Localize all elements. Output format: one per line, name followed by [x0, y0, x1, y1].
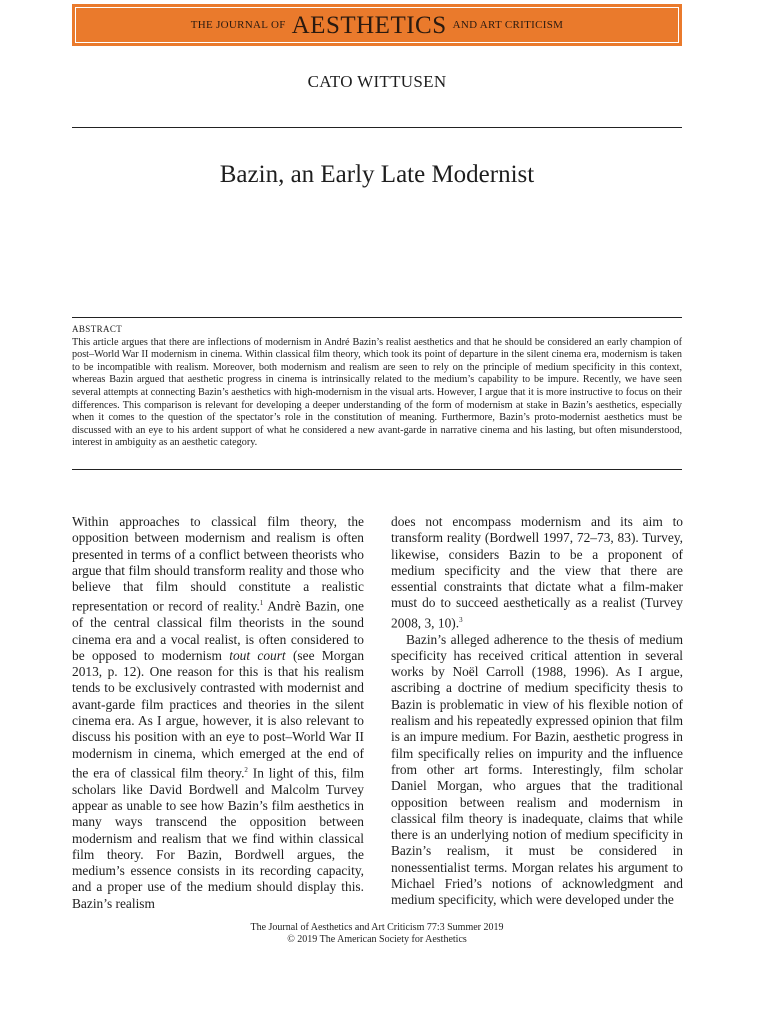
abstract-text: This article argues that there are inflections of modernism in André Bazin’s realist aesthetics and that he should be considered an early champion of post–World War II modernism in cinema. Within classical film theory, which took its point of departure in the silent cinema era, modernism is taken to be incompatible with realism. Moreover, both modernism and realism are seen to rely on the principle of medium specificity in this context, whereas Bazin argued that aesthetic progress in cinema is intrinsically related to the medium’s capability to be impure. Recently, we have seen several attempts at connecting Bazin’s aesthetics with high-modernism in the visual arts. However, I argue that it is more instructive to focus on their differences. This comparison is relevant for developing a deeper understanding of the form of modernism at stake in Bazin’s aesthetics, especially when it comes to the question of the spectator’s role in the constitution of meaning. Furthermore, Bazin’s proto-modernist aesthetics must be discussed with an eye to his ardent support of what he considered a new avant-garde in narrative cinema and his lasting, but often misunderstood, interest in ambiguity as an aesthetic category. [72, 336, 682, 449]
footer-journal-info: The Journal of Aesthetics and Art Criticism 77:3 Summer 2019 [250, 922, 504, 933]
divider-abstract-top [72, 317, 682, 318]
italic-term: tout court [229, 647, 286, 663]
footer-copyright: © 2019 The American Society for Aesthetics [287, 933, 467, 945]
paragraph [391, 514, 683, 632]
footnote-marker[interactable]: 2 [244, 765, 248, 774]
divider-abstract-bottom [72, 469, 682, 470]
abstract [72, 323, 682, 450]
text-run: In light of this, film scholars like David Bordwell and Malcolm Turvey appear as unable to see how Bazin’s film aesthetics in many ways transcend the opposition between modernism and realism that we find within classical film theory. For Bazin, Bordwell argues, the medium’s essence consists in its recording capacity, and a proper use of the medium should display this. Bazin’s realism [72, 765, 364, 911]
masthead-main: AESTHETICS [291, 11, 447, 39]
author-name: CATO WITTUSEN [307, 72, 447, 91]
journal-masthead [72, 4, 682, 46]
paragraph [72, 514, 364, 912]
footnote-marker[interactable]: 3 [459, 615, 463, 624]
article-title: Bazin, an Early Late Modernist [219, 161, 535, 188]
paragraph: Bazin’s alleged adherence to the thesis of medium specificity has received critical attention in several works by Noël Carroll (1988, 1996). As I argue, ascribing a doctrine of medium specificity thesis to Bazin is problematic in view of his flexible notion of realism and his repeatedly expressed opinion that film is an impure medium. For Bazin, aesthetic progress in film specifically relies on impurity and the influence from other art forms. Interestingly, film scholar Daniel Morgan, who argues that the traditional opposition between realism and modernism in classical film theory is inadequate, claims that while there is an underlying notion of medium specificity in Bazin’s realism, it must be considered in nonessentialist terms. Morgan relates his argument to Michael Fried’s notions of acknowledgment and medium specificity, which were developed under the [391, 631, 683, 908]
body-column-right [391, 514, 683, 909]
abstract-label: ABSTRACT [72, 324, 123, 334]
divider-top [72, 127, 682, 128]
masthead-suffix: AND ART CRITICISM [452, 19, 564, 31]
page-footer [72, 922, 682, 945]
body-column-left [72, 514, 364, 912]
text-run: Within approaches to classical film theory, the opposition between modernism and realism is often presented in terms of a conflict between theorists who argue that film should transform reality and those who believe that film should constitute a realistic representation or record of reality. [72, 514, 364, 614]
masthead-prefix: THE JOURNAL OF [190, 19, 286, 31]
text-run: does not encompass modernism and its aim to transform reality (Bordwell 1997, 72–73, 83). Turvey, likewise, considers Bazin to be a proponent of medium specificity and the view that there are essential constraints that dictate what a film-maker must do to succeed aesthetically as a realist (Turvey 2008, 3, 10). [391, 514, 683, 631]
footnote-marker[interactable]: 1 [259, 599, 264, 608]
journal-banner [72, 2, 682, 46]
text-run: (see Morgan 2013, p. 12). One reason for this is that his realism tends to be exclusively contrasted with modernist and avant-garde film practices and theories in the silent cinema era. As I argue, however, it is also relevant to discuss his position with an eye to post–World War II modernism in cinema, which emerged at the end of the era of classical film theory. [72, 647, 365, 781]
text-run: Andrè Bazin, one of the central classical film theorists in the sound cinema era and a vocal realist, is often considered to be opposed to modernism [72, 598, 365, 663]
